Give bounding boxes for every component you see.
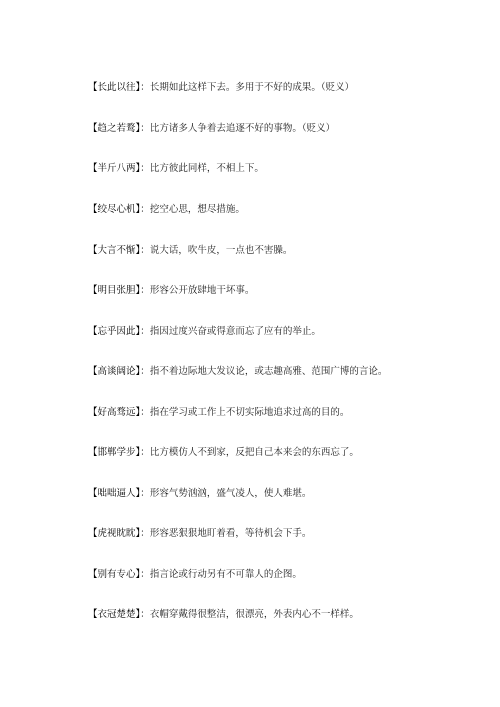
idiom-term: 趋之若鹜 — [97, 123, 136, 134]
idiom-definition: 衣帽穿戴得很整洁，很漂亮，外表内心不一样样。 — [149, 609, 359, 620]
idiom-entry: 【衣冠楚楚】：衣帽穿戴得很整洁，很漂亮，外表内心不一样样。 — [88, 609, 359, 620]
idiom-term: 衣冠楚楚 — [97, 609, 136, 620]
idiom-term: 咄咄逼人 — [97, 488, 136, 499]
idiom-term: 别有专心 — [97, 569, 136, 580]
idiom-entry: 【邯郸学步】：比方模仿人不到家，反把自己本来会的东西忘了。 — [88, 447, 359, 458]
idiom-entry: 【别有专心】：指言论或行动另有不可靠人的企图。 — [88, 569, 302, 580]
idiom-term: 高谈阔论 — [97, 366, 136, 377]
idiom-entry: 【明目张胆】：形容公开放肆地干坏事。 — [88, 285, 255, 296]
idiom-entry: 【绞尽心机】：挖空心思，想尽措施。 — [88, 204, 245, 215]
idiom-definition: 比方彼此同样，不相上下。 — [149, 163, 264, 174]
idiom-entry: 【好高骛远】：指在学习或工作上不切实际地追求过高的目的。 — [88, 407, 350, 418]
idiom-entry: 【虎视眈眈】：形容恶狠狠地盯着看，等待机会下手。 — [88, 528, 312, 539]
idiom-entry: 【长此以往】：长期如此这样下去。多用于不好的成果。（贬义） — [88, 82, 355, 93]
idiom-term: 大言不惭 — [97, 245, 136, 256]
idiom-term: 邯郸学步 — [97, 447, 136, 458]
idiom-entry: 【忘乎因此】：指因过度兴奋或得意而忘了应有的举止。 — [88, 326, 321, 337]
idiom-entry: 【咄咄逼人】：形容气势汹汹，盛气凌人，使人难堪。 — [88, 488, 312, 499]
idiom-definition: 说大话，吹牛皮，一点也不害臊。 — [149, 245, 293, 256]
idiom-definition: 形容恶狠狠地盯着看，等待机会下手。 — [149, 528, 312, 539]
idiom-term: 长此以往 — [97, 82, 136, 93]
idiom-definition: 比方模仿人不到家，反把自己本来会的东西忘了。 — [149, 447, 359, 458]
idiom-definition: 挖空心思，想尽措施。 — [149, 204, 245, 215]
idiom-term: 半斤八两 — [97, 163, 136, 174]
idiom-term: 忘乎因此 — [97, 326, 136, 337]
idiom-term: 虎视眈眈 — [97, 528, 136, 539]
idiom-term: 好高骛远 — [97, 407, 136, 418]
idiom-definition: 比方诸多人争着去追逐不好的事物。（贬义） — [149, 123, 336, 134]
idiom-definition: 指不着边际地大发议论，或志趣高雅、范围广博的言论。 — [149, 366, 388, 377]
idiom-entry: 【高谈阔论】：指不着边际地大发议论，或志趣高雅、范围广博的言论。 — [88, 366, 388, 377]
idiom-term: 绞尽心机 — [97, 204, 136, 215]
idiom-definition: 指因过度兴奋或得意而忘了应有的举止。 — [149, 326, 321, 337]
idiom-definition: 长期如此这样下去。多用于不好的成果。（贬义） — [149, 82, 355, 93]
idiom-definition: 形容公开放肆地干坏事。 — [149, 285, 255, 296]
idiom-entry: 【半斤八两】：比方彼此同样，不相上下。 — [88, 163, 264, 174]
idiom-definition: 形容气势汹汹，盛气凌人，使人难堪。 — [149, 488, 312, 499]
idiom-definition: 指言论或行动另有不可靠人的企图。 — [149, 569, 302, 580]
idiom-term: 明目张胆 — [97, 285, 136, 296]
idiom-entry: 【趋之若鹜】：比方诸多人争着去追逐不好的事物。（贬义） — [88, 123, 336, 134]
idiom-entry: 【大言不惭】：说大话，吹牛皮，一点也不害臊。 — [88, 245, 293, 256]
idiom-definition: 指在学习或工作上不切实际地追求过高的目的。 — [149, 407, 350, 418]
